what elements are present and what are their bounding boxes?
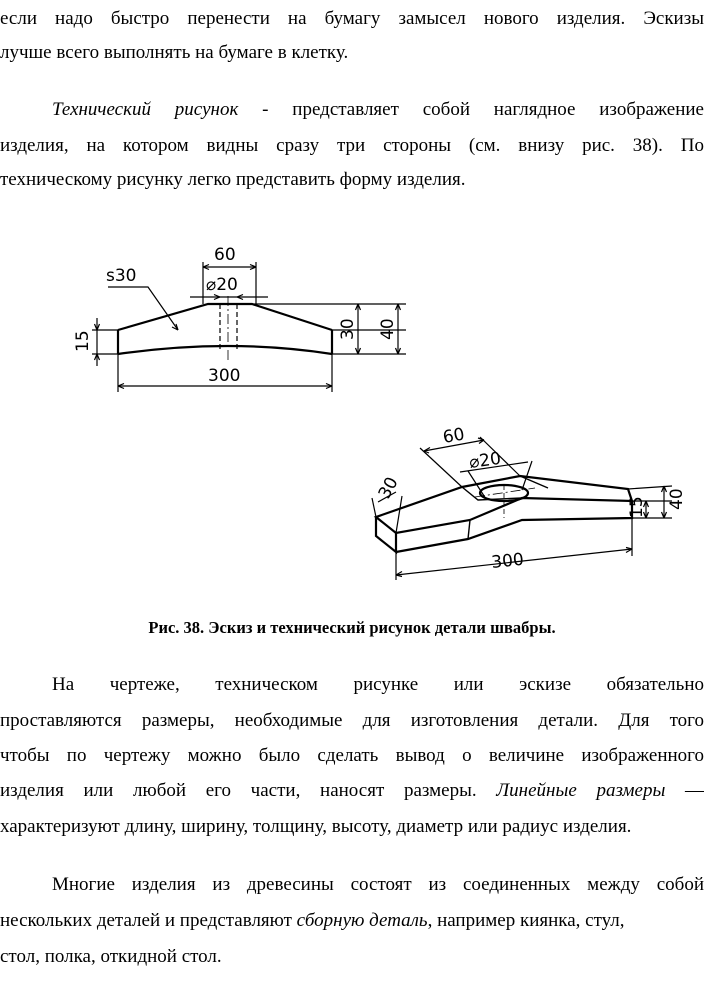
tech-dim-top: 60	[441, 424, 467, 448]
para3-line3: чтобы по чертежу можно было сделать вывод о величине изображенного	[0, 745, 704, 766]
para4-line1: Многие изделия из древесины состоят из соединенных между собой	[52, 874, 704, 895]
para4-line2-start: нескольких деталей и представляют	[0, 910, 292, 931]
para3-line2: проставляются размеры, необходимые для изготовления детали. Для того	[0, 710, 704, 731]
tech-dim-right-inner: 15	[627, 496, 647, 518]
sketch-dim-right-outer: 40	[378, 318, 398, 340]
para4-line2	[0, 904, 704, 938]
term-assembly-part: сборную деталь	[296, 910, 428, 931]
para2-line2: изделия, на котором видны сразу три стороны (см. внизу рис. 38). По	[0, 135, 704, 156]
sketch-dim-right-inner: 30	[338, 318, 358, 340]
para3-line4	[0, 774, 704, 808]
sketch-dim-hole: ⌀20	[206, 275, 238, 295]
para3-line4-start: изделия или любой его части, наносят размеры.	[0, 780, 477, 801]
para3-line1: На чертеже, техническом рисунке или эскизе обязательно	[52, 674, 704, 695]
para3-line4-end: —	[685, 780, 704, 801]
para4-line3: стол, полка, откидной стол.	[0, 946, 222, 967]
sketch-dim-bottom: 300	[208, 366, 241, 386]
term-linear-dimensions: Линейные размеры	[496, 780, 666, 801]
para4-line2-end: , например киянка, стул,	[427, 910, 625, 931]
sketch-drawing	[92, 262, 406, 392]
para1-line2: лучше всего выполнять на бумаге в клетку.	[0, 42, 349, 63]
figure-caption: Рис. 38. Эскиз и технический рисунок детали швабры.	[148, 618, 556, 637]
sketch-dim-top: 60	[214, 245, 236, 265]
tech-dim-hole: ⌀20	[467, 448, 503, 473]
tech-dim-bottom: 300	[490, 549, 525, 573]
tech-dim-right-outer: 40	[667, 488, 687, 510]
tech-dim-side: 30	[374, 473, 403, 503]
para1-line1: если надо быстро перенести на бумагу замысел нового изделия. Эскизы	[0, 8, 704, 29]
para2-line1-rest: - представляет собой наглядное изображение	[262, 99, 704, 120]
para2-line3: техническому рисунку легко представить форму изделия.	[0, 169, 466, 190]
para3-line5: характеризуют длину, ширину, толщину, высоту, диаметр или радиус изделия.	[0, 816, 632, 837]
term-technical-drawing: Технический рисунок	[52, 99, 239, 120]
sketch-label-s: s30	[106, 266, 137, 286]
sketch-dim-left: 15	[73, 330, 93, 352]
